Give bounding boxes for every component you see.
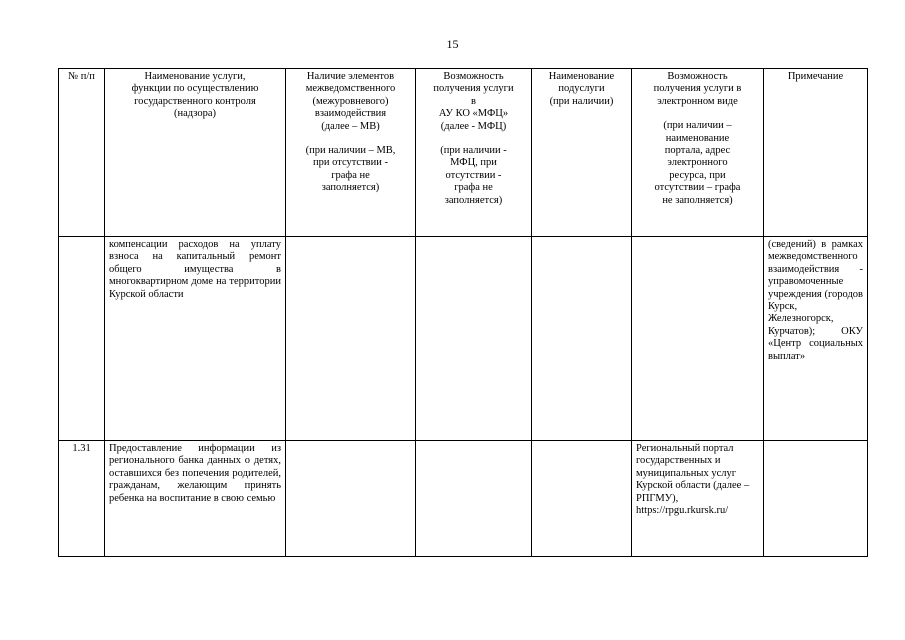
- header-note-line: заполняется): [444, 194, 503, 206]
- header-line: Наименование: [548, 71, 615, 82]
- header-mfc: [416, 69, 532, 237]
- header-note-line: портала, адрес: [664, 145, 731, 157]
- header-note-line: (при наличии –: [663, 120, 732, 132]
- header-line: Наименование услуги,: [144, 71, 246, 82]
- header-line: Возможность: [443, 71, 504, 82]
- cell-note: (сведений) в рамках межведомственного взаимодействия - управомоченные учреждения (городов Курск, Железногорск, Курчатов); ОКУ «Центр социальных выплат»: [764, 237, 868, 441]
- header-subservice: [532, 69, 632, 237]
- header-note: [290, 145, 411, 195]
- header-note-line: заполняется): [321, 182, 380, 194]
- table-header-row: [59, 69, 868, 237]
- header-note-line: МФЦ, при: [450, 157, 497, 169]
- header-line: в: [471, 95, 476, 107]
- cell-service-name: Предоставление информации из регионального банка данных о детях, оставшихся без попечения родителей, гражданам, желающим принять ребенка на воспитание в свою семью: [105, 441, 286, 557]
- header-note-line: (при наличии – МВ,: [305, 145, 396, 157]
- cell-subservice: [532, 237, 632, 441]
- cell-service-name: компенсации расходов на уплату взноса на капитальный ремонт общего имущества в многоквартирном доме на территории Курской области: [105, 237, 286, 441]
- header-line: (далее - МФЦ): [440, 120, 507, 132]
- header-line: функции по осуществлению: [131, 83, 259, 95]
- header-note-line: графа не: [454, 182, 493, 194]
- header-line: получения услуги: [433, 83, 514, 95]
- header-interagency: [286, 69, 416, 237]
- header-service-name: [105, 69, 286, 237]
- header-note-line: графа не: [331, 169, 370, 181]
- header-note-line: электронного: [667, 157, 728, 169]
- header-note-line: ресурса, при: [669, 169, 726, 181]
- cell-number: 1.31: [59, 441, 105, 557]
- header-number-text: № п/п: [68, 71, 95, 82]
- cell-mfc: [416, 237, 532, 441]
- header-note-line: не заполняется): [662, 194, 733, 206]
- header-line: получения услуги в: [653, 83, 742, 95]
- header-line: взаимодействия: [314, 108, 387, 120]
- header-line: Наличие элементов: [306, 71, 395, 82]
- header-note-line: (при наличии -: [440, 145, 507, 157]
- services-table: [58, 68, 868, 557]
- header-note-line: отсутствии – графа: [654, 182, 741, 194]
- header-line: (далее – МВ): [321, 120, 380, 132]
- header-note-line: отсутствии -: [445, 169, 502, 181]
- header-electronic: [632, 69, 764, 237]
- cell-electronic: Региональный портал государственных и муниципальных услуг Курской области (далее – РПГМУ), https://rpgu.rkursk.ru/: [632, 441, 764, 557]
- cell-note: [764, 441, 868, 557]
- header-number: [59, 69, 105, 237]
- header-line: электронном виде: [657, 95, 738, 107]
- header-note-column: [764, 69, 868, 237]
- header-note: [420, 145, 527, 207]
- header-line: подуслуги: [558, 83, 605, 95]
- header-note: [636, 120, 759, 207]
- cell-interagency: [286, 237, 416, 441]
- cell-electronic: [632, 237, 764, 441]
- cell-number: [59, 237, 105, 441]
- header-line: (межуровневого): [312, 95, 389, 107]
- header-line: государственного контроля: [134, 95, 256, 107]
- header-line: Примечание: [787, 71, 844, 82]
- cell-mfc: [416, 441, 532, 557]
- header-note-line: при отсутствии -: [313, 157, 388, 169]
- header-line: (при наличии): [549, 95, 614, 107]
- header-line: АУ КО «МФЦ»: [438, 108, 509, 120]
- cell-subservice: [532, 441, 632, 557]
- header-line: (надзора): [174, 108, 216, 120]
- header-note-line: наименование: [665, 132, 730, 144]
- table-row: [59, 441, 868, 557]
- table-row: [59, 237, 868, 441]
- header-line: Возможность: [667, 71, 728, 82]
- cell-interagency: [286, 441, 416, 557]
- header-line: межведомственного: [305, 83, 396, 95]
- page-number: 15: [446, 37, 459, 51]
